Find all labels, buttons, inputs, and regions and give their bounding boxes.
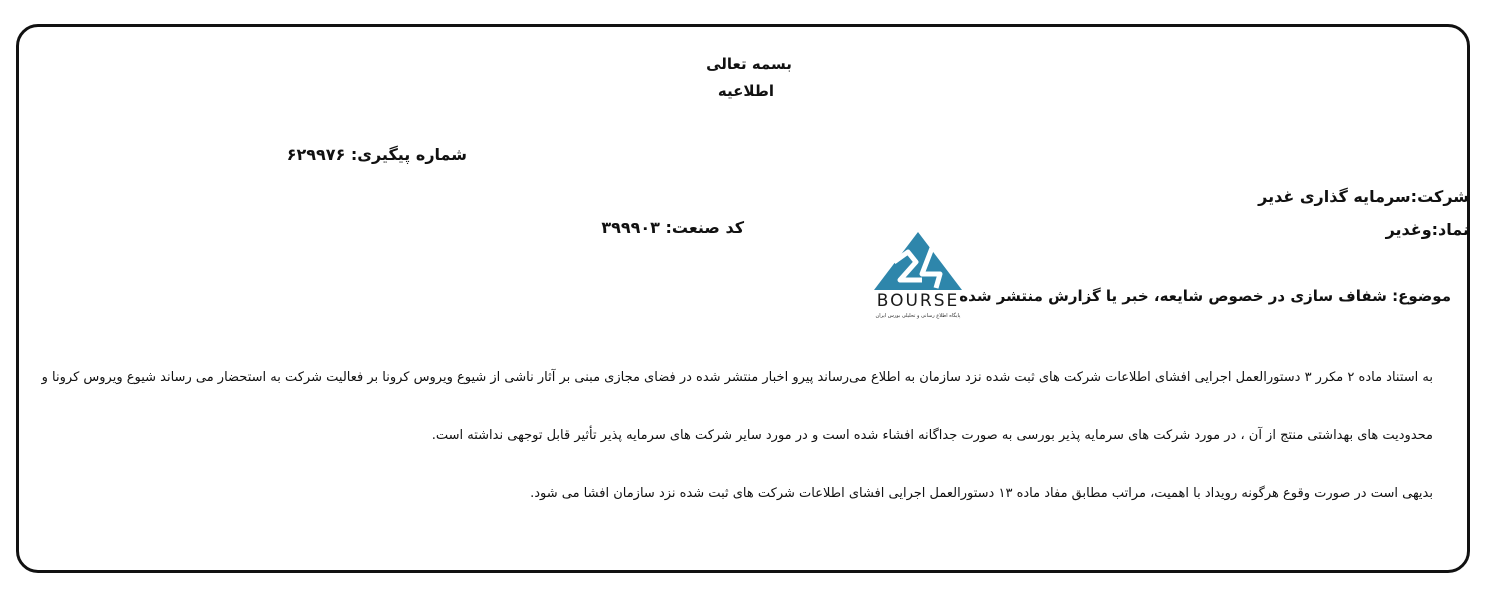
body-line-3: بدیهی است در صورت وقوع هرگونه رویداد با اهمیت، مراتب مطابق مفاد ماده ۱۳ دستورالعمل اجرایی افشای اطلاعات شرکت های ثبت شده نزد سازمان افشا می شود. <box>530 486 1433 501</box>
subject-value: شفاف سازی در خصوص شایعه، خبر یا گزارش منتشر شده <box>959 287 1387 305</box>
industry-code-label: کد صنعت: <box>665 218 744 237</box>
subject-line <box>959 287 1451 305</box>
company-value: سرمایه گذاری غدیر <box>1258 187 1411 206</box>
bourse-logo-graphic <box>860 228 976 324</box>
symbol-line <box>1386 220 1469 239</box>
company-label: شرکت: <box>1410 187 1469 206</box>
company-line <box>1258 187 1469 206</box>
subject-label: موضوع: <box>1392 287 1451 305</box>
tracking-label: شماره پیگیری: <box>350 145 467 164</box>
body-line-1: به استناد ماده ۲ مکرر ۳ دستورالعمل اجرایی افشای اطلاعات شرکت های ثبت شده نزد سازمان به اطلاع می‌رساند پیرو اخبار منتشر شده در فضای مجازی مبنی بر آثار ناشی از شیوع ویروس کرونا بر فعالیت شرکت به استحضار می رساند شیوع ویروس کرونا و <box>41 370 1433 385</box>
bourse-logo <box>860 228 976 324</box>
industry-code <box>601 218 744 237</box>
basmala: بسمه تعالی <box>706 55 792 73</box>
tracking-value: ۶۲۹۹۷۶ <box>286 145 346 164</box>
svg-text:پایگاه اطلاع رسانی و تحلیلی بو: پایگاه اطلاع رسانی و تحلیلی بورس ایران <box>875 313 961 319</box>
industry-code-value: ۳۹۹۹۰۳ <box>601 218 660 237</box>
page-title: اطلاعیه <box>717 82 775 100</box>
tracking-number <box>287 145 467 164</box>
svg-text:BOURSE: BOURSE <box>876 291 960 311</box>
symbol-value: وغدیر <box>1385 220 1432 239</box>
symbol-label: نماد: <box>1431 220 1469 239</box>
body-line-2: محدودیت های بهداشتی منتج از آن ، در مورد شرکت های سرمایه پذیر بورسی به صورت جداگانه افشاء شده است و در مورد سایر شرکت های سرمایه پذیر تأثیر قابل توجهی نداشته است. <box>431 428 1433 443</box>
